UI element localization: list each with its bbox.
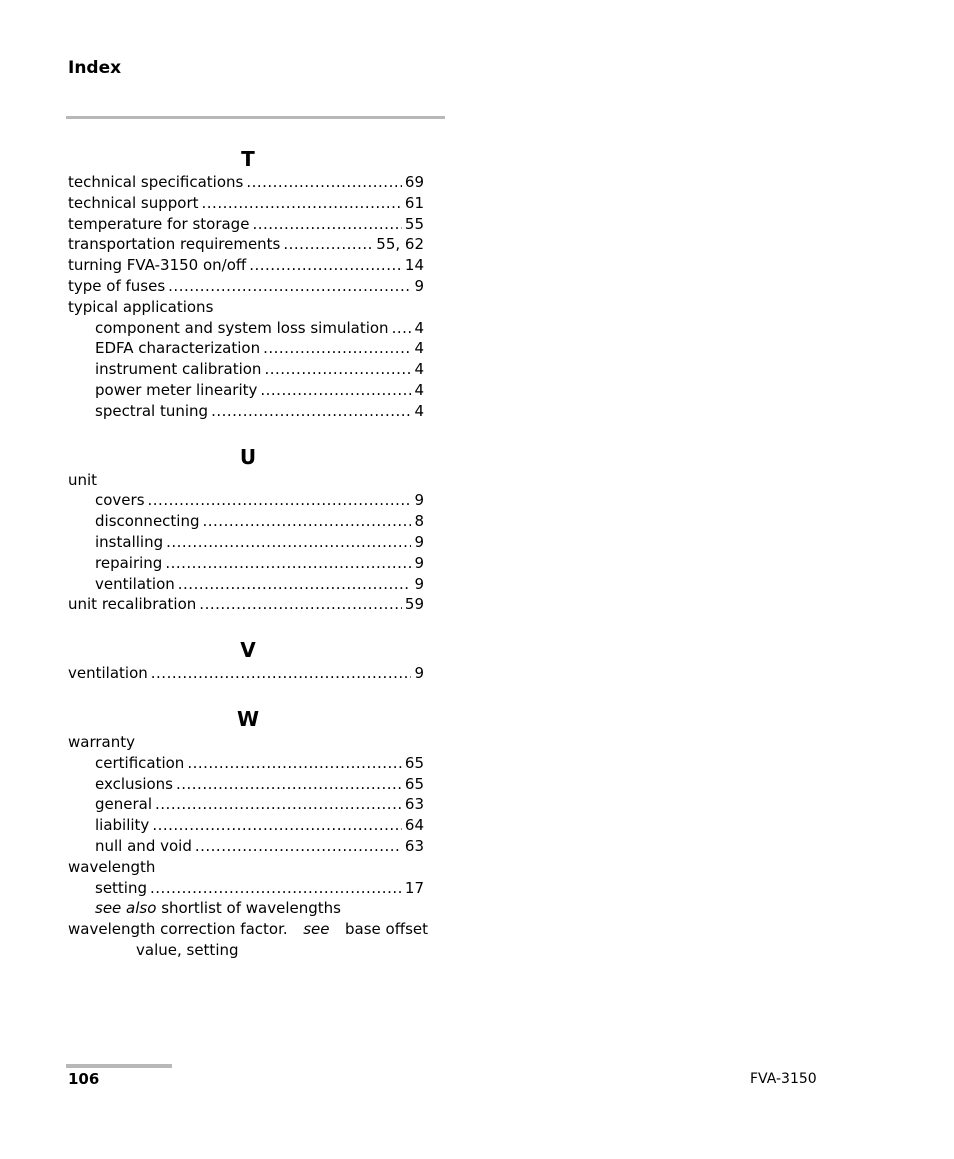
index-subentry [68, 490, 424, 511]
index-section-t [68, 146, 424, 422]
entry-term: exclusions [95, 774, 173, 793]
entry-term: installing [95, 532, 164, 551]
entry-page: 9 [414, 574, 424, 593]
index-entry [68, 276, 424, 297]
see-reference-line [68, 919, 428, 940]
entry-page: 9 [414, 532, 424, 551]
index-section-w [68, 706, 428, 961]
entry-term: liability [95, 816, 150, 835]
entry-page: 55, 62 [376, 235, 424, 254]
section-letter: W [236, 706, 260, 731]
entry-page: 4 [414, 380, 424, 399]
dot-leader [246, 172, 402, 193]
entry-page: 9 [414, 491, 424, 510]
see-label: see [303, 920, 330, 939]
entry-term: certification [95, 753, 185, 772]
index-subentry [68, 401, 424, 422]
index-section-v [68, 637, 424, 684]
dot-leader [178, 574, 412, 595]
page-number: 106 [68, 1070, 100, 1088]
entry-term: general [95, 795, 153, 814]
see-also-reference [68, 898, 424, 919]
dot-leader [211, 401, 411, 422]
header-divider [66, 116, 445, 119]
dot-leader [199, 594, 402, 615]
index-entry-heading: warranty [68, 732, 135, 751]
entry-term: unit recalibration [68, 595, 197, 614]
dot-leader [195, 836, 402, 857]
index-entry-heading: typical applications [68, 297, 214, 316]
entry-page: 65 [404, 774, 424, 793]
entry-term: repairing [95, 553, 163, 572]
dot-leader [249, 255, 402, 276]
see-also-target: shortlist of wavelengths [161, 899, 341, 918]
index-column [68, 146, 428, 983]
entry-term: null and void [95, 836, 192, 855]
see-also-label: see also [95, 899, 157, 918]
dot-leader [151, 663, 412, 684]
index-subentry [68, 753, 424, 774]
entry-page: 9 [414, 553, 424, 572]
entry-term: instrument calibration [95, 360, 262, 379]
entry-term: disconnecting [95, 512, 200, 531]
index-subentry [68, 318, 424, 339]
index-entry-heading: wavelength [68, 857, 156, 876]
dot-leader [283, 234, 373, 255]
entry-term: power meter linearity [95, 380, 258, 399]
product-name: FVA-3150 [750, 1071, 817, 1087]
entry-term: ventilation [95, 574, 175, 593]
dot-leader [166, 532, 411, 553]
entry-page: 17 [404, 878, 424, 897]
dot-leader [148, 490, 412, 511]
entry-page: 61 [404, 193, 424, 212]
dot-leader [155, 794, 402, 815]
index-entry-heading: unit [68, 470, 98, 489]
dot-leader [187, 753, 402, 774]
index-subentry [68, 574, 424, 595]
entry-term: ventilation [68, 664, 148, 683]
index-entry [68, 214, 424, 235]
dot-leader [165, 553, 411, 574]
index-subentry [68, 511, 424, 532]
dot-leader [264, 359, 411, 380]
index-subentry [68, 359, 424, 380]
entry-page: 9 [414, 664, 424, 683]
dot-leader [150, 878, 402, 899]
entry-page: 55 [404, 214, 424, 233]
dot-leader [176, 774, 402, 795]
entry-term: technical support [68, 193, 199, 212]
entry-page: 14 [404, 256, 424, 275]
index-subentry [68, 815, 424, 836]
entry-term: turning FVA-3150 on/off [68, 256, 247, 275]
footer-divider [66, 1064, 172, 1068]
see-target-continuation: value, setting [136, 940, 239, 959]
index-subentry [68, 380, 424, 401]
dot-leader [392, 318, 412, 339]
index-entry [68, 663, 424, 684]
running-header-title: Index [68, 58, 122, 78]
dot-leader [260, 380, 411, 401]
entry-page: 69 [404, 173, 424, 191]
entry-page: 63 [404, 836, 424, 855]
index-entry [68, 193, 424, 214]
section-letter: T [241, 147, 255, 171]
index-entry [68, 234, 424, 255]
entry-page: 4 [414, 339, 424, 358]
index-entry [68, 255, 424, 276]
dot-leader [203, 511, 412, 532]
entry-page: 4 [414, 360, 424, 379]
entry-term: wavelength correction factor. [68, 920, 288, 939]
entry-term: setting [95, 878, 148, 897]
entry-term: component and system loss simulation [95, 318, 389, 337]
dot-leader [252, 214, 401, 235]
entry-page: 4 [414, 401, 424, 420]
entry-term: temperature for storage [68, 214, 250, 233]
index-section-u [68, 444, 424, 616]
entry-term: EDFA characterization [95, 339, 261, 358]
entry-page: 65 [404, 753, 424, 772]
entry-term: covers [95, 491, 145, 510]
index-entry [68, 594, 424, 615]
dot-leader [168, 276, 411, 297]
entry-page: 59 [404, 595, 424, 614]
dot-leader [152, 815, 402, 836]
dot-leader [202, 193, 402, 214]
entry-term: type of fuses [68, 276, 166, 295]
index-subentry [68, 794, 424, 815]
entry-term: transportation requirements [68, 235, 281, 254]
entry-page: 4 [414, 318, 424, 337]
see-target: base offset [345, 920, 428, 939]
index-subentry [68, 532, 424, 553]
index-subentry [68, 338, 424, 359]
index-entry [68, 172, 424, 193]
entry-page: 64 [404, 816, 424, 835]
entry-page: 9 [414, 276, 424, 295]
dot-leader [263, 338, 411, 359]
index-subentry [68, 878, 424, 899]
section-letter: U [239, 444, 257, 469]
entry-term: technical specifications [68, 173, 244, 191]
section-letter: V [240, 638, 256, 663]
index-subentry [68, 553, 424, 574]
index-subentry [68, 774, 424, 795]
entry-page: 63 [404, 795, 424, 814]
index-subentry [68, 836, 424, 857]
entry-term: spectral tuning [95, 401, 209, 420]
entry-page: 8 [414, 512, 424, 531]
